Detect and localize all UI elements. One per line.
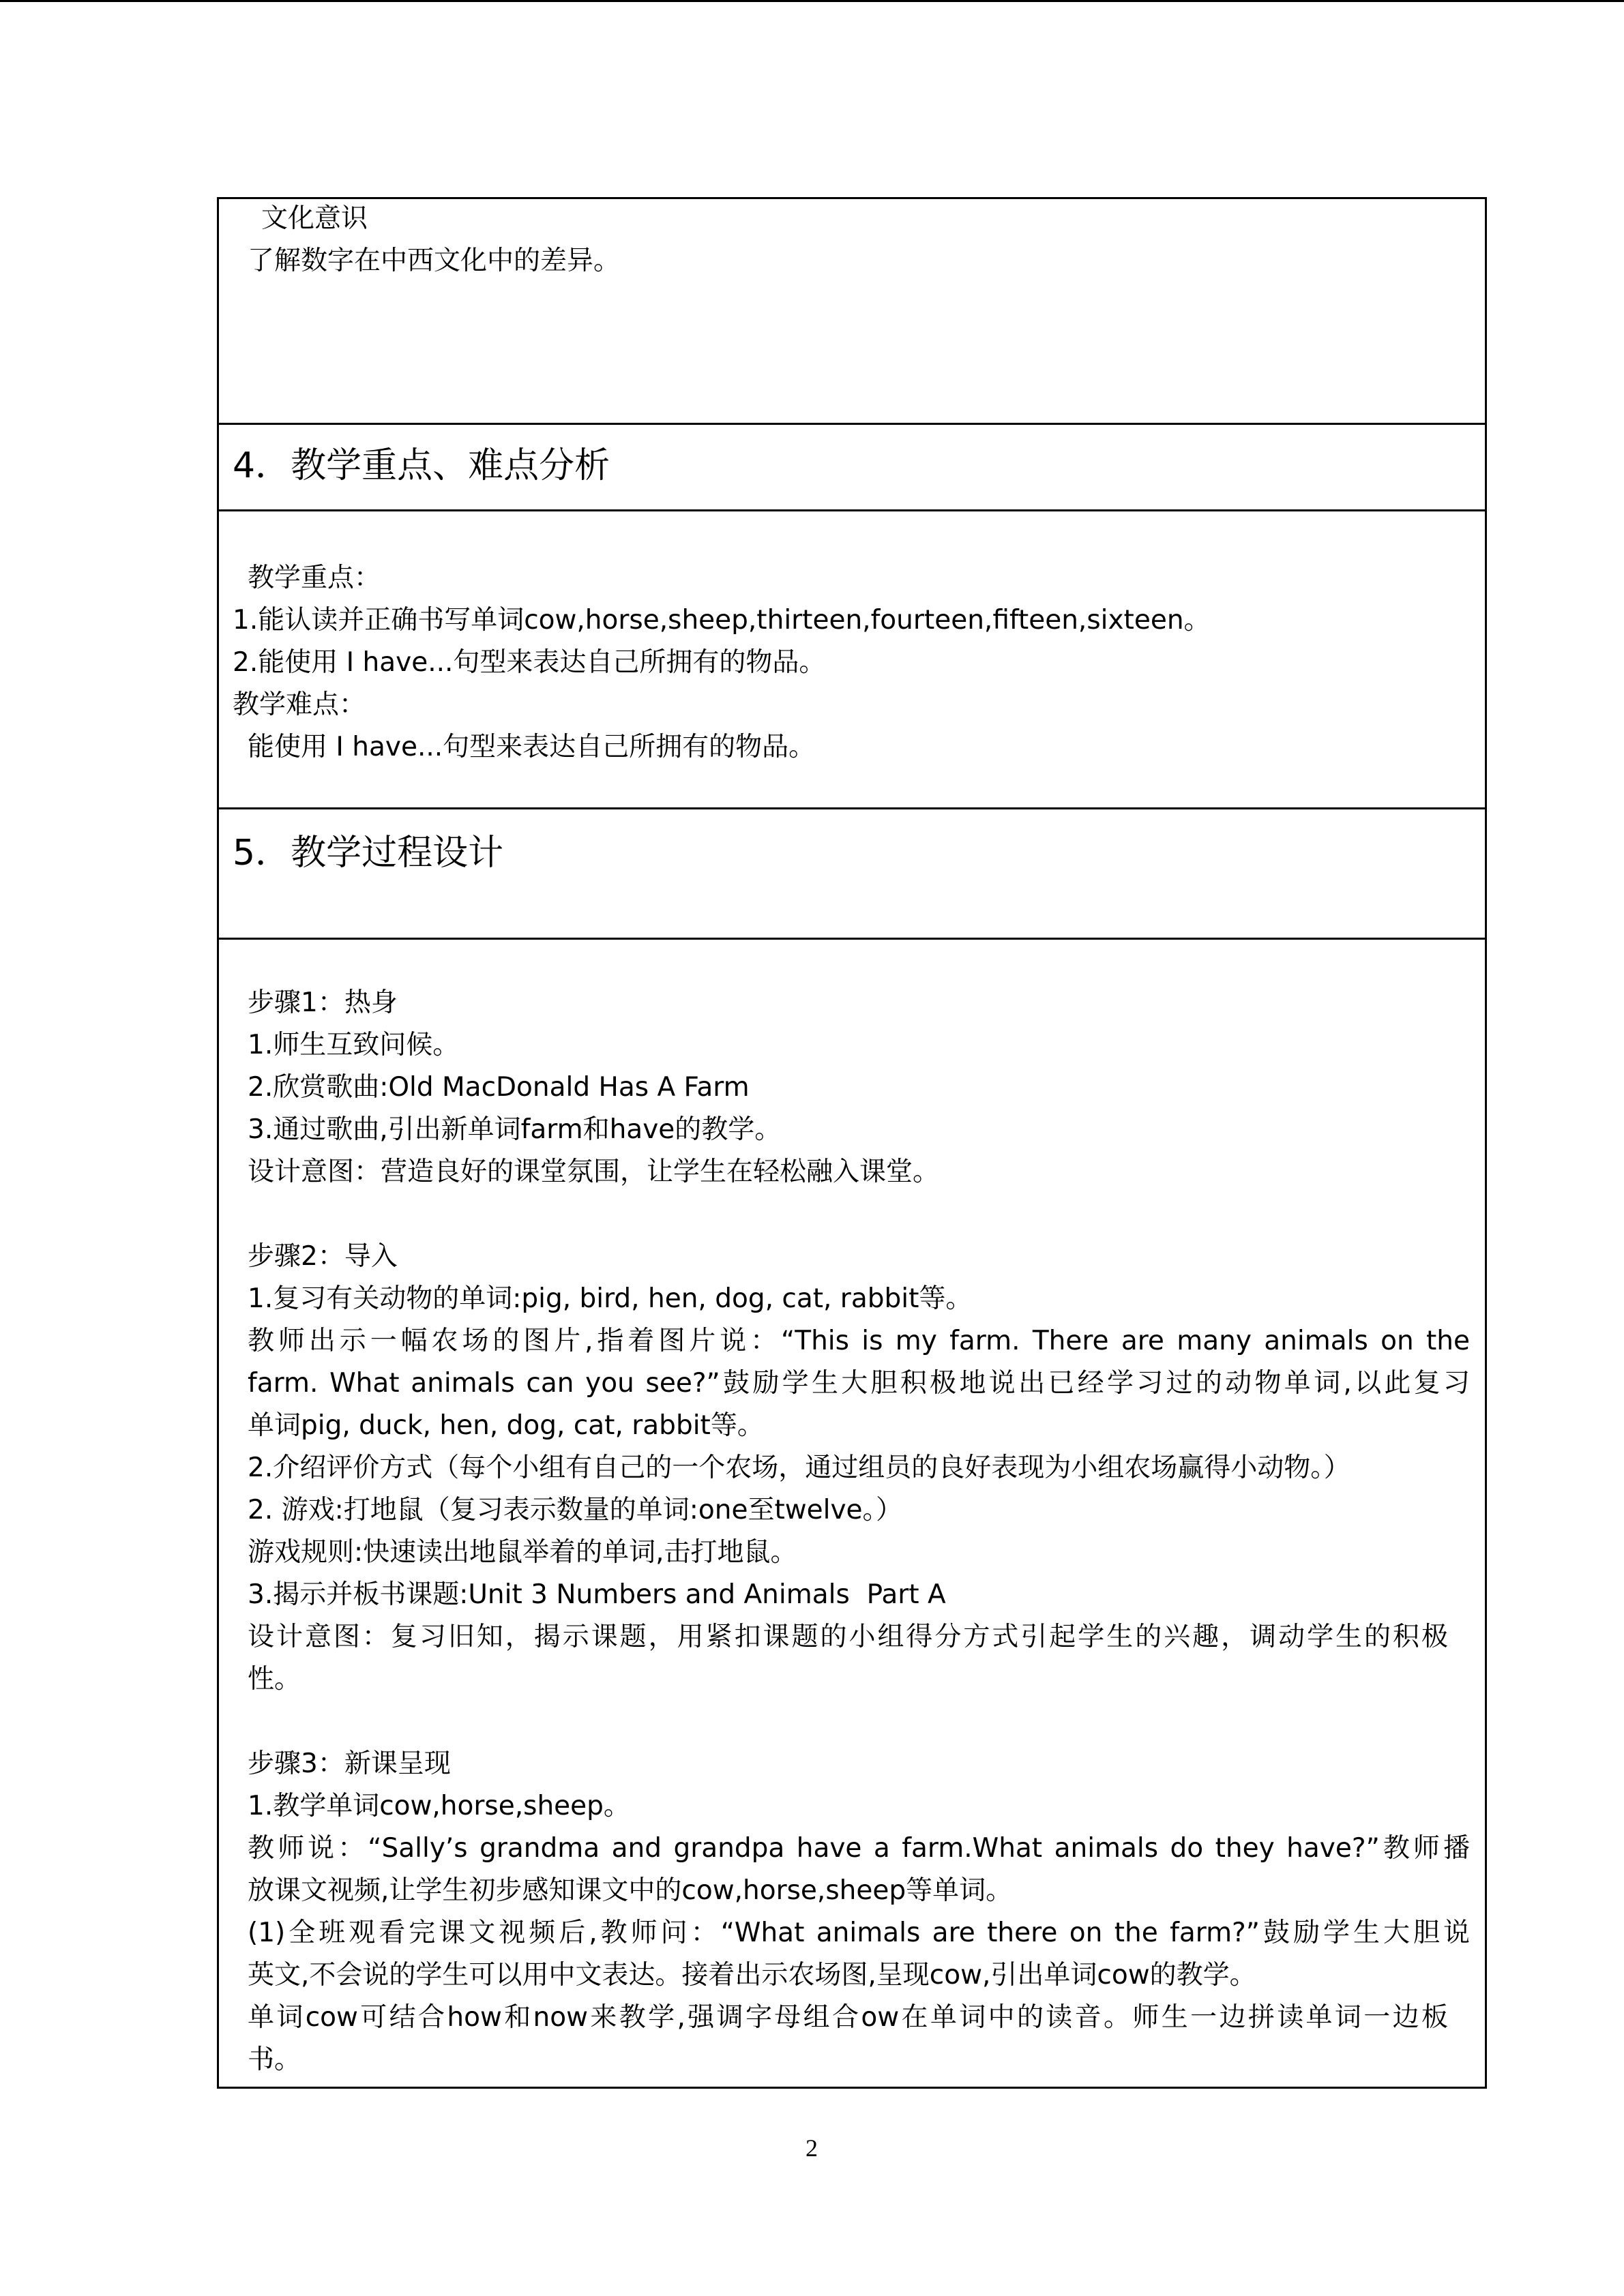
section5-heading-cell <box>217 807 1487 939</box>
process-line: 书。 <box>248 2044 301 2075</box>
culture-title: 文化意识 <box>261 203 368 234</box>
process-line: 游戏规则:快速读出地鼠举着的单词,击打地鼠。 <box>248 1537 797 1568</box>
culture-text: 了解数字在中西文化中的差异。 <box>248 245 621 276</box>
culture-cell <box>217 197 1487 424</box>
process-line: 英文,不会说的学生可以用中文表达。接着出示农场图,呈现cow,引出单词cow的教学。 <box>248 1960 1256 1991</box>
process-line: 教师说：“Sally’s grandma and grandpa have a farm.What animals do they have?”教师播 <box>248 1833 1470 1864</box>
key-point-item: 2.能使用 I have...句型来表达自己所拥有的物品。 <box>233 647 826 678</box>
step2-title: 步骤2：导入 <box>248 1241 398 1272</box>
design-intent: 设计意图：复习旧知，揭示课题，用紧扣课题的小组得分方式引起学生的兴趣，调动学生的积极 <box>248 1622 1448 1652</box>
process-line: 1.教学单词cow,horse,sheep。 <box>248 1791 630 1821</box>
design-intent: 设计意图：营造良好的课堂氛围，让学生在轻松融入课堂。 <box>248 1157 940 1187</box>
process-line: farm. What animals can you see?”鼓励学生大胆积极地说出已经学习过的动物单词,以此复习 <box>248 1368 1470 1399</box>
difficult-points-title: 教学难点： <box>233 689 366 720</box>
process-line: 单词pig, duck, hen, dog, cat, rabbit等。 <box>248 1410 764 1441</box>
process-line: 单词cow可结合how和now来教学,强调字母组合ow在单词中的读音。师生一边拼读单词一边板 <box>248 2002 1448 2033</box>
process-line: 放课文视频,让学生初步感知课文中的cow,horse,sheep等单词。 <box>248 1875 1013 1906</box>
key-point-item: 1.能认读并正确书写单词cow,horse,sheep,thirteen,fourteen,fifteen,sixteen。 <box>233 605 1211 636</box>
process-line: 1.复习有关动物的单词:pig, bird, hen, dog, cat, rabbit等。 <box>248 1283 973 1314</box>
key-points-title: 教学重点： <box>248 563 381 593</box>
page-top-border <box>0 0 1624 2</box>
process-line: 2.欣赏歌曲:Old MacDonald Has A Farm <box>248 1072 750 1103</box>
section4-heading: 4．教学重点、难点分析 <box>233 445 610 486</box>
section5-heading: 5．教学过程设计 <box>233 833 504 874</box>
process-line: 性。 <box>248 1664 301 1695</box>
process-line: 1.师生互致问候。 <box>248 1030 460 1060</box>
process-line: 3.通过歌曲,引出新单词farm和have的教学。 <box>248 1114 782 1145</box>
step3-title: 步骤3：新课呈现 <box>248 1748 451 1779</box>
page-number: 2 <box>806 2134 818 2162</box>
difficult-point-text: 能使用 I have...句型来表达自己所拥有的物品。 <box>248 732 816 762</box>
process-line: 教师出示一幅农场的图片,指着图片说：“This is my farm. There are many animals on the <box>248 1326 1470 1356</box>
section4-content-cell <box>217 509 1487 809</box>
section4-heading-cell <box>217 423 1487 511</box>
process-line: 3.揭示并板书课题:Unit 3 Numbers and Animals Part A <box>248 1579 946 1610</box>
step1-title: 步骤1：热身 <box>248 987 398 1018</box>
process-line: (1)全班观看完课文视频后,教师问：“What animals are there on the farm?”鼓励学生大胆说 <box>248 1918 1470 1948</box>
section5-content-cell <box>217 938 1487 2089</box>
process-line: 2. 游戏:打地鼠（复习表示数量的单词:one至twelve。） <box>248 1495 903 1525</box>
process-line: 2.介绍评价方式（每个小组有自己的一个农场，通过组员的良好表现为小组农场赢得小动物。） <box>248 1452 1350 1483</box>
